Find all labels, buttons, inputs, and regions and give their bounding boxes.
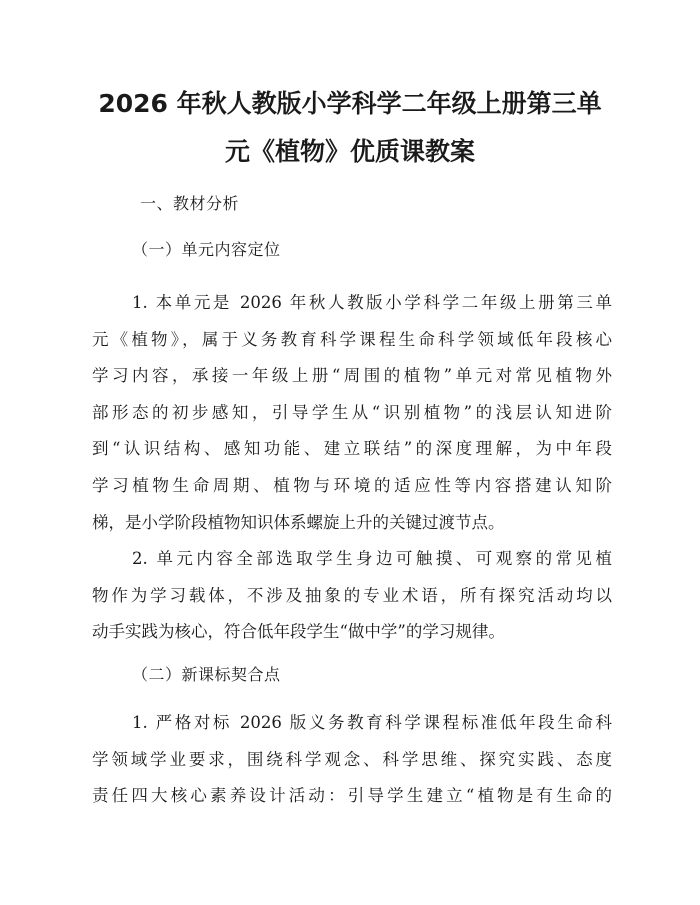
document-title-line-2: 元《植物》优质课教案: [224, 137, 475, 166]
section-heading-textbook-analysis: 一、教材分析: [140, 194, 240, 213]
paragraph-unit-positioning-2: [92, 541, 612, 651]
paragraph-line: 学习植物生命周期、植物与环境的适应性等内容搭建认知阶: [92, 475, 612, 495]
paragraph-line: 1. 严格对标 2026 版义务教育科学课程标准低年段生命科: [132, 713, 612, 732]
paragraph-line: 1. 本单元是 2026 年秋人教版小学科学二年级上册第三单: [132, 293, 612, 312]
paragraph-line: 学习内容，承接一年级上册“周围的植物”单元对常见植物外: [92, 366, 612, 386]
paragraph-line: 2. 单元内容全部选取学生身边可触摸、可观察的常见植: [132, 549, 612, 568]
paragraph-line: 梯，是小学阶段植物知识体系螺旋上升的关键过渡节点。: [92, 512, 505, 532]
paragraph-unit-positioning-1: [92, 285, 612, 541]
paragraph-line: 物作为学习载体，不涉及抽象的专业术语，所有探究活动均以: [92, 585, 612, 605]
subsection-heading-curriculum-standards: （二）新课标契合点: [132, 665, 281, 684]
paragraph-line: 学领域学业要求，围绕科学观念、科学思维、探究实践、态度: [92, 749, 612, 769]
paragraph-curriculum-standards-1: [92, 705, 612, 815]
paragraph-line: 元《植物》，属于义务教育科学课程生命科学领域低年段核心: [92, 329, 612, 349]
subsection-heading-unit-positioning: （一）单元内容定位: [132, 240, 281, 259]
paragraph-line: 到“认识结构、感知功能、建立联结”的深度理解，为中年段: [92, 439, 612, 459]
paragraph-line: 动手实践为核心，符合低年段学生“做中学”的学习规律。: [92, 622, 505, 642]
paragraph-line: 部形态的初步感知，引导学生从“识别植物”的浅层认知进阶: [92, 402, 612, 422]
paragraph-line: 责任四大核心素养设计活动：引导学生建立“植物是有生命的: [92, 786, 612, 806]
document-title-line-1: 2026 年秋人教版小学科学二年级上册第三单: [98, 89, 602, 118]
